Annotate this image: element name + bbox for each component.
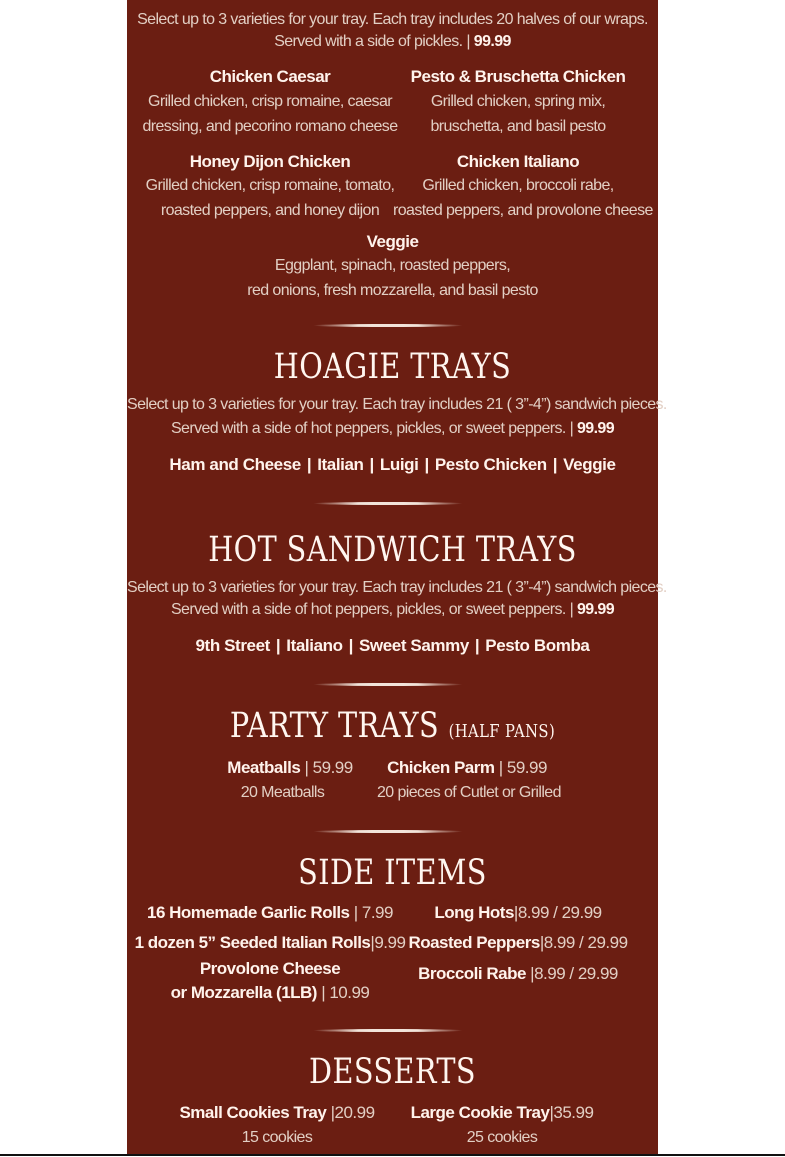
wrap-item-name: Honey Dijon Chicken [189, 152, 351, 171]
section-title-party: PARTY TRAYS (HALF PANS) [229, 706, 556, 746]
section-subtitle-party: (HALF PANS) [448, 721, 556, 742]
side-item: or Mozzarella (1LB) | 10.99 [170, 983, 370, 1002]
dessert-item-name: Large Cookie Tray|35.99 [410, 1103, 594, 1122]
party-item-desc: 20 Meatballs [240, 784, 325, 801]
hot-sandwich-option: 9th Street [195, 636, 270, 655]
wrap-item-name: Chicken Italiano [456, 152, 580, 171]
wrap-item-desc: bruschetta, and basil pesto [430, 118, 606, 135]
wrap-item-desc: Grilled chicken, broccoli rabe, [422, 177, 614, 194]
wrap-item-desc: Grilled chicken, crisp romaine, tomato, [145, 177, 395, 194]
section-title-hot-sandwich: HOT SANDWICH TRAYS [208, 530, 577, 570]
party-item-name: Chicken Parm | 59.99 [387, 758, 547, 777]
wrap-item-desc: dressing, and pecorino romano cheese [142, 118, 398, 135]
hoagie-intro-line1: Select up to 3 varieties for your tray. Each tray includes 21 ( 3”-4”) sandwich pieces. [127, 396, 667, 413]
hoagie-option: Ham and Cheese [169, 455, 301, 474]
wrap-item-desc: roasted peppers, and honey dijon [160, 202, 380, 219]
hoagie-option: Luigi [379, 455, 419, 474]
side-item: 1 dozen 5” Seeded Italian Rolls|9.99 [134, 933, 406, 952]
wrap-item-name: Chicken Caesar [209, 67, 331, 86]
section-divider [313, 502, 463, 505]
wrap-item-name: Pesto & Bruschetta Chicken [410, 67, 626, 86]
section-divider [313, 683, 463, 686]
hoagie-option: Italian [317, 455, 364, 474]
dessert-item-name: Small Cookies Tray |20.99 [179, 1103, 375, 1122]
page-bottom-border [0, 1154, 785, 1156]
menu-panel [127, 0, 667, 1155]
hoagie-option: Pesto Chicken [434, 455, 547, 474]
hoagie-option: Veggie [563, 455, 616, 474]
wrap-item-desc: Eggplant, spinach, roasted peppers, [274, 257, 511, 274]
hot-sandwich-option: Pesto Bomba [485, 636, 590, 655]
wrap-item-desc: Grilled chicken, crisp romaine, caesar [148, 93, 392, 110]
hot-sandwich-intro-line2: Served with a side of hot peppers, pickles, or sweet peppers. | 99.99 [170, 601, 615, 618]
hot-sandwich-option: Sweet Sammy [358, 636, 469, 655]
section-title-hoagie: HOAGIE TRAYS [273, 347, 512, 387]
side-item: Long Hots|8.99 / 29.99 [434, 903, 602, 922]
section-title-desserts: DESSERTS [309, 1052, 476, 1092]
section-divider [313, 1029, 463, 1032]
hoagie-options: Ham and Cheese | Italian | Luigi | Pesto Chicken | Veggie [169, 455, 616, 474]
dessert-item-desc: 15 cookies [241, 1129, 313, 1146]
hot-sandwich-intro-line1: Select up to 3 varieties for your tray. Each tray includes 21 ( 3”-4”) sandwich pieces. [127, 579, 667, 596]
hot-sandwich-option: Italiano [286, 636, 343, 655]
side-item: Provolone Cheese [199, 959, 341, 978]
side-item: Broccoli Rabe |8.99 / 29.99 [418, 964, 618, 983]
hoagie-intro-line2: Served with a side of hot peppers, pickles, or sweet peppers. | 99.99 [170, 420, 615, 437]
party-item-name: Meatballs | 59.99 [227, 758, 353, 777]
party-item-desc: 20 pieces of Cutlet or Grilled [377, 784, 561, 801]
wrap-item-desc: Grilled chicken, spring mix, [430, 93, 606, 110]
dessert-item-desc: 25 cookies [466, 1129, 538, 1146]
section-title-sides: SIDE ITEMS [298, 853, 487, 893]
hot-sandwich-options: 9th Street | Italiano | Sweet Sammy | Pesto Bomba [195, 636, 590, 655]
wraps-intro-line2: Served with a side of pickles. | 99.99 [274, 33, 511, 50]
section-divider [313, 830, 463, 833]
side-item: 16 Homemade Garlic Rolls | 7.99 [147, 903, 393, 922]
wrap-item-desc: red onions, fresh mozzarella, and basil pesto [247, 282, 538, 299]
wraps-intro-line1: Select up to 3 varieties for your tray. Each tray includes 20 halves of our wraps. [137, 11, 648, 28]
side-item: Roasted Peppers|8.99 / 29.99 [408, 933, 628, 952]
wrap-item-name: Veggie [366, 232, 419, 251]
section-divider [313, 324, 463, 327]
wrap-item-desc: roasted peppers, and provolone cheese [393, 202, 653, 219]
